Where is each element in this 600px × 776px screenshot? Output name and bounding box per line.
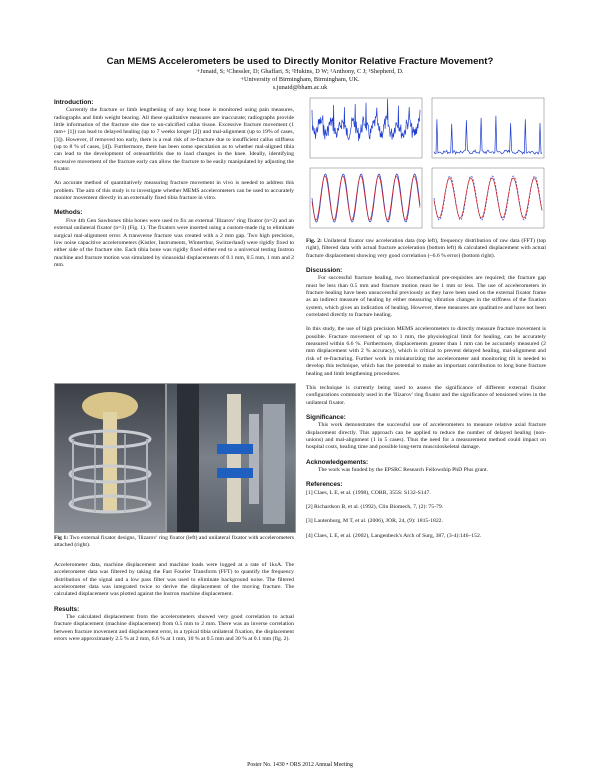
significance-heading: Significance: — [306, 413, 346, 421]
discussion-paragraph-1: For successful fracture healing, two biomechanical pre-requisites are required; the fracture gap must be less than 0.5 mm and fracture motion must be 1 mm or less. The use of accelerometers in fracture healing have been unsuccessful previously as they have been used on the external fixator frame as an indirect measure of healing by either measuring vibration changes in the stiffness of the fixation system, which gives an indication of healing. However, these measures are qualitative and have not been correlated directly to fracture healing. — [306, 275, 546, 319]
methods-heading: Methods: — [54, 209, 83, 217]
results-heading: Results: — [54, 605, 80, 613]
acknowledgements-heading: Acknowledgements: — [306, 458, 369, 466]
paper-title: Can MEMS Accelerometers be used to Directly Monitor Relative Fracture Movement? — [106, 56, 494, 67]
author-list: +Junaid, S; ¹Chessler, D; Ghaffari, S; ¹Hukins, D W; ¹Anthony, C J; ¹Shepherd, D. — [196, 68, 404, 75]
discussion-paragraph-2: In this study, the use of high precision MEMS accelerometers to directly measure fracture movement is possible. Fracture movement of up to 1 mm, the physiological limit for healing, can be accurately measured within 6.6 %. Furthermore, displacements greater than 1 mm can be accurately measured (2 mm displacement with 2 % accuracy), which is critical to prevent delayed healing, mal-alignment and risk of re-fracturing. Further work in miniaturizing the accelerometer and monitoring tilt is needed to develop this technique, which has the potential to make an important contribution to long bone fracture healing and limb lengthening procedures. — [306, 326, 546, 377]
intro-paragraph-2: An accurate method of quantitatively measuring fracture movement in vivo is needed to address this problem. The aim of this study is to investigate whether MEMS accelerometers can be used to accurately monitor movement directly in an externally fixed tibia fracture in vitro. — [54, 180, 294, 202]
results-paragraph-1: The calculated displacement from the accelerometers showed very good correlation to actual fracture displacement (machine displacement) from 0.5 mm to 2 mm. There was an inverse correlation between fracture movement and displacement error, in a typical tibia unilateral fixation, the displacement errors were approximately 2.5 % at 2 mm, 6.6 % at 1 mm, 10 % at 0.5 mm and 30 % at 0.1 mm (fig. 2). — [54, 614, 294, 643]
discussion-paragraph-3: This technique is currently being used to assess the significance of different external fixator configurations commonly used in the 'Ilizarov' ring fixator and the significance of tensioned wires in the unilateral fixator. — [306, 384, 546, 406]
panel-fft — [432, 98, 544, 158]
figure-2-svg — [306, 96, 546, 234]
right-column — [306, 238, 546, 547]
unilateral-fixator-illustration — [167, 384, 295, 532]
methods-paragraph-1: Five 4th Gen Sawbones tibia bones were used to fix an external 'Ilizarov' ring fixator (n=2) and an external unilateral fixator (n=3) (Fig. 1). The fixators were inserted using a custom-made rig to eliminate surgical mal-alignment error. A transverse fracture was created with a 2 mm gap. Two high precision, low noise capacitive accelerometers (Kistler, Instruments, Winterthur, Switzerland) were rigidly fixed to either side of the fracture site. Each tibia bone was rigidly fixed either end to a universal testing Instron machine and fracture motion was simulated by sinusoidal displacements of 0.1 mm, 0.5 mm, 1 mm and 2 mm. — [54, 217, 294, 268]
references-heading: References: — [306, 481, 343, 489]
discussion-heading: Discussion: — [306, 267, 343, 275]
figure-1-unilateral-fixator-photo — [166, 383, 296, 533]
significance-paragraph-1: This work demonstrates the successful use of accelerometers to measure relative axial fracture displacement directly. This approach can be applied to reduce the number of delayed healing (non-unions) and mal-alignment (1 in 5 cases). Thus the need for a measurement method could impact on hospital costs, healing time and possible long-term musculoskeletal damage. — [306, 422, 546, 451]
reference-3: [3] Lautenburg, M T, et al. (2006), JOR, 24, (9): 1815-1822. — [306, 518, 443, 525]
figure-1-ring-fixator-photo — [54, 383, 166, 533]
reference-2: [2] Richardson B, et al. (1992), Clin Biomech, 7, (2): 75-79. — [306, 503, 444, 510]
reference-1: [1] Claes, L E, et al. (1998), CORR, 355S: S132-S147. — [306, 489, 431, 496]
figure-2-label: Fig. 2: — [306, 238, 322, 244]
intro-paragraph-1: Currently the fracture or limb lengthening of any long bone is monitored using pain measures, radiographs and limb weight bearing. All these qualitative measures are inaccurate; radiographs provide little information of the fracture site due to un-calcified callus tissue. Excessive fracture movement (1 mm+ [1]) can lead to delayed healing (up to 7 weeks longer [2]) and mal-alignment (up to 19% of cases, [3]). However, if removed too early, there is a real risk of re-fracture due to insufficient callus stiffness (up to 8 % of cases, [4]). Furthermore, there has been some speculation as to whether mal-aligned tibia can lead to the development of osteoarthritis due to load changes in the knee. Ideally, identifying excessive movement of the fracture early can allow the fracture to be easily manipulated by adjusting the fixator. — [54, 107, 294, 173]
poster-footer: Poster No. 1430 • ORS 2012 Annual Meeting — [247, 762, 353, 768]
figure-1-caption — [54, 535, 294, 550]
ring-fixator-illustration — [55, 384, 165, 532]
figure-2-charts — [306, 96, 546, 234]
acknowledgements-paragraph: The work was funded by the EPSRC Research Fellowship PhD Plus grant. — [318, 466, 488, 473]
methods-paragraph-2: Accelerometer data, machine displacement and machine loads were logged at a rate of 1ksA. The accelerometer data was filtered by taking the Fast Fourier Transform (FFT) to quantify the frequency distribution of the signal and a low pass filter was used to eliminate background noise. The filtered accelerometer data was integrated twice to derive the displacement of the moving fracture. The calculated displacement was plotted against the Instron machine displacement. — [54, 562, 294, 598]
author-block — [0, 68, 600, 92]
figure-1-label: Fig 1: — [54, 535, 69, 541]
figure-2-caption-text: Unilateral fixator raw acceleration data (top left), frequency distribution of raw data (FFT) (top right), filtered data with actual fracture acceleration (bottom left) & calculated displacement with actual fracture displacement showing very good correlation (~6.6 % error) (bottom right). — [306, 238, 547, 259]
left-column — [54, 99, 294, 276]
email: s.junaid@bham.ac.uk — [272, 84, 328, 91]
figure-1-caption-text: Two external fixator designs, 'Ilizarov' ring fixator (left) and unilateral fixator with accelerometers attached (right). — [54, 535, 294, 549]
left-column-lower — [54, 562, 294, 650]
reference-4: [4] Claes, L E, et al. (2002), Langenbeck's Arch of Surg, 387, (3-4):146–152. — [306, 532, 482, 539]
intro-heading: Introduction: — [54, 99, 94, 106]
affiliation: +University of Birmingham, Birmingham, UK. — [240, 76, 360, 83]
